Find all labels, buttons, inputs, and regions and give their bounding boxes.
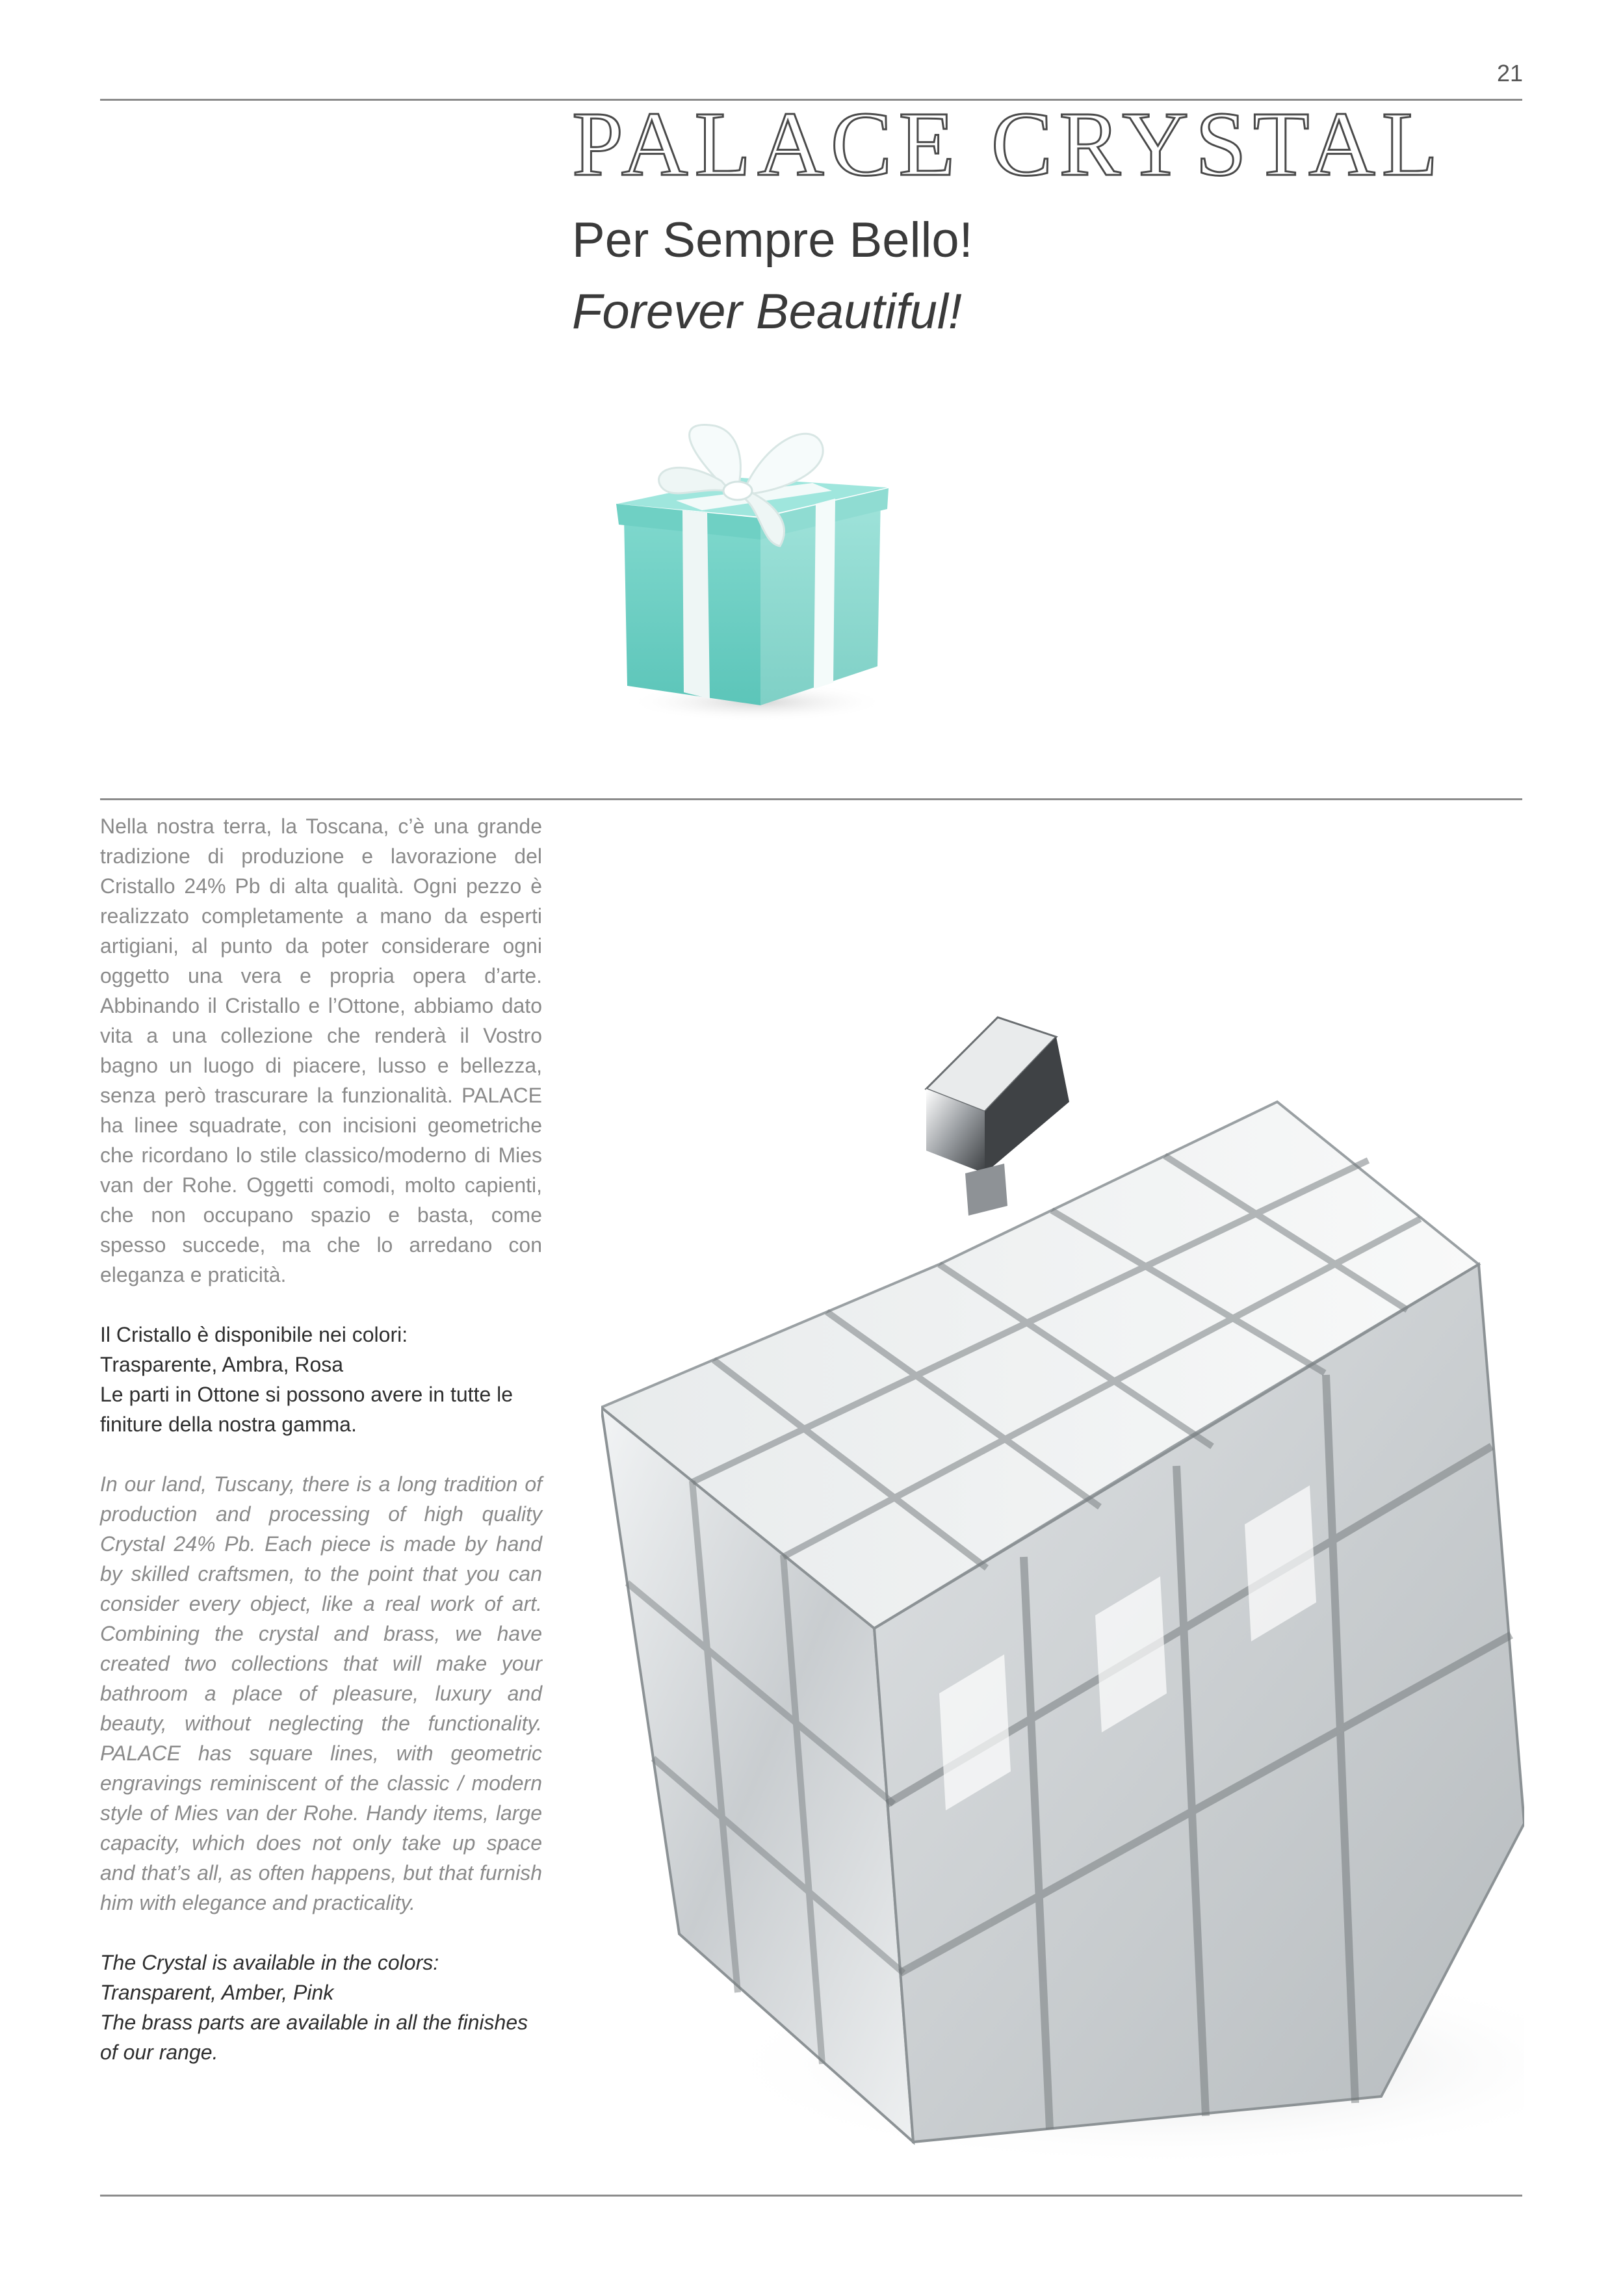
english-description: In our land, Tuscany, there is a long tradition of production and processing of high quality Crystal 24% Pb. Each piece is made by hand by skilled craftsmen, to the point that you can consider every object, like a real work of art. Combining the crystal and brass, we have created two collections that will make your bathroom a place of pleasure, luxury and beauty, without neglecting the functionality. PALACE has square lines, with geometric engravings reminiscent of the classic / modern style of Mies van der Rohe. Handy items, large capacity, which does not only take up space and that’s all, as often happens, but that furnish him with elegance and practicality. [100,1472,542,1914]
english-colors-line-1: The Crystal is available in the colors: [100,1951,439,1974]
italian-colors-line-1: Il Cristallo è disponibile nei colori: [100,1323,408,1346]
italian-description: Nella nostra terra, la Toscana, c’è una grande tradizione di produzione e lavorazione del Cristallo 24% Pb di alta qualità. Ogni pezzo è realizzato completamente a mano da esperti artigiani, al punto da poter considerare ogni oggetto una vera e propria opera d’arte. Abbinando il Cristallo e l’Ottone, abbiamo dato vita a una collezione che renderà il Vostro bagno un luogo di piacere, lusso e bellezza, senza però trascurare la funzionalità. PALACE ha linee squadrate, con incisioni geometriche che ricordano lo stile classico/moderno di Mies van der Rohe. Oggetti comodi, molto capienti, che non occupano spazio e basta, come spesso succede, ma che lo arredano con eleganza e praticità. [100,815,542,1286]
gift-box-image [598,406,903,731]
subtitle-italian: Per Sempre Bello! [572,213,973,268]
middle-rule [100,798,1522,800]
subtitle-english: Forever Beautiful! [572,284,962,339]
italian-colors-line-2: Trasparente, Ambra, Rosa [100,1353,344,1376]
description-column [100,811,542,2067]
bottom-rule [100,2195,1522,2197]
italian-colors-line-3: Le parti in Ottone si possono avere in tutte le finiture della nostra gamma. [100,1383,513,1436]
english-colors-note [100,1948,542,2067]
english-colors-line-3: The brass parts are available in all the finishes of our range. [100,2011,528,2064]
crystal-box-image [601,991,1524,2174]
page-number: 21 [1496,60,1523,86]
brand-title: PALACE CRYSTAL [572,92,1445,195]
italian-colors-note [100,1320,542,1439]
english-colors-line-2: Transparent, Amber, Pink [100,1981,334,2004]
title-block [572,92,1445,339]
